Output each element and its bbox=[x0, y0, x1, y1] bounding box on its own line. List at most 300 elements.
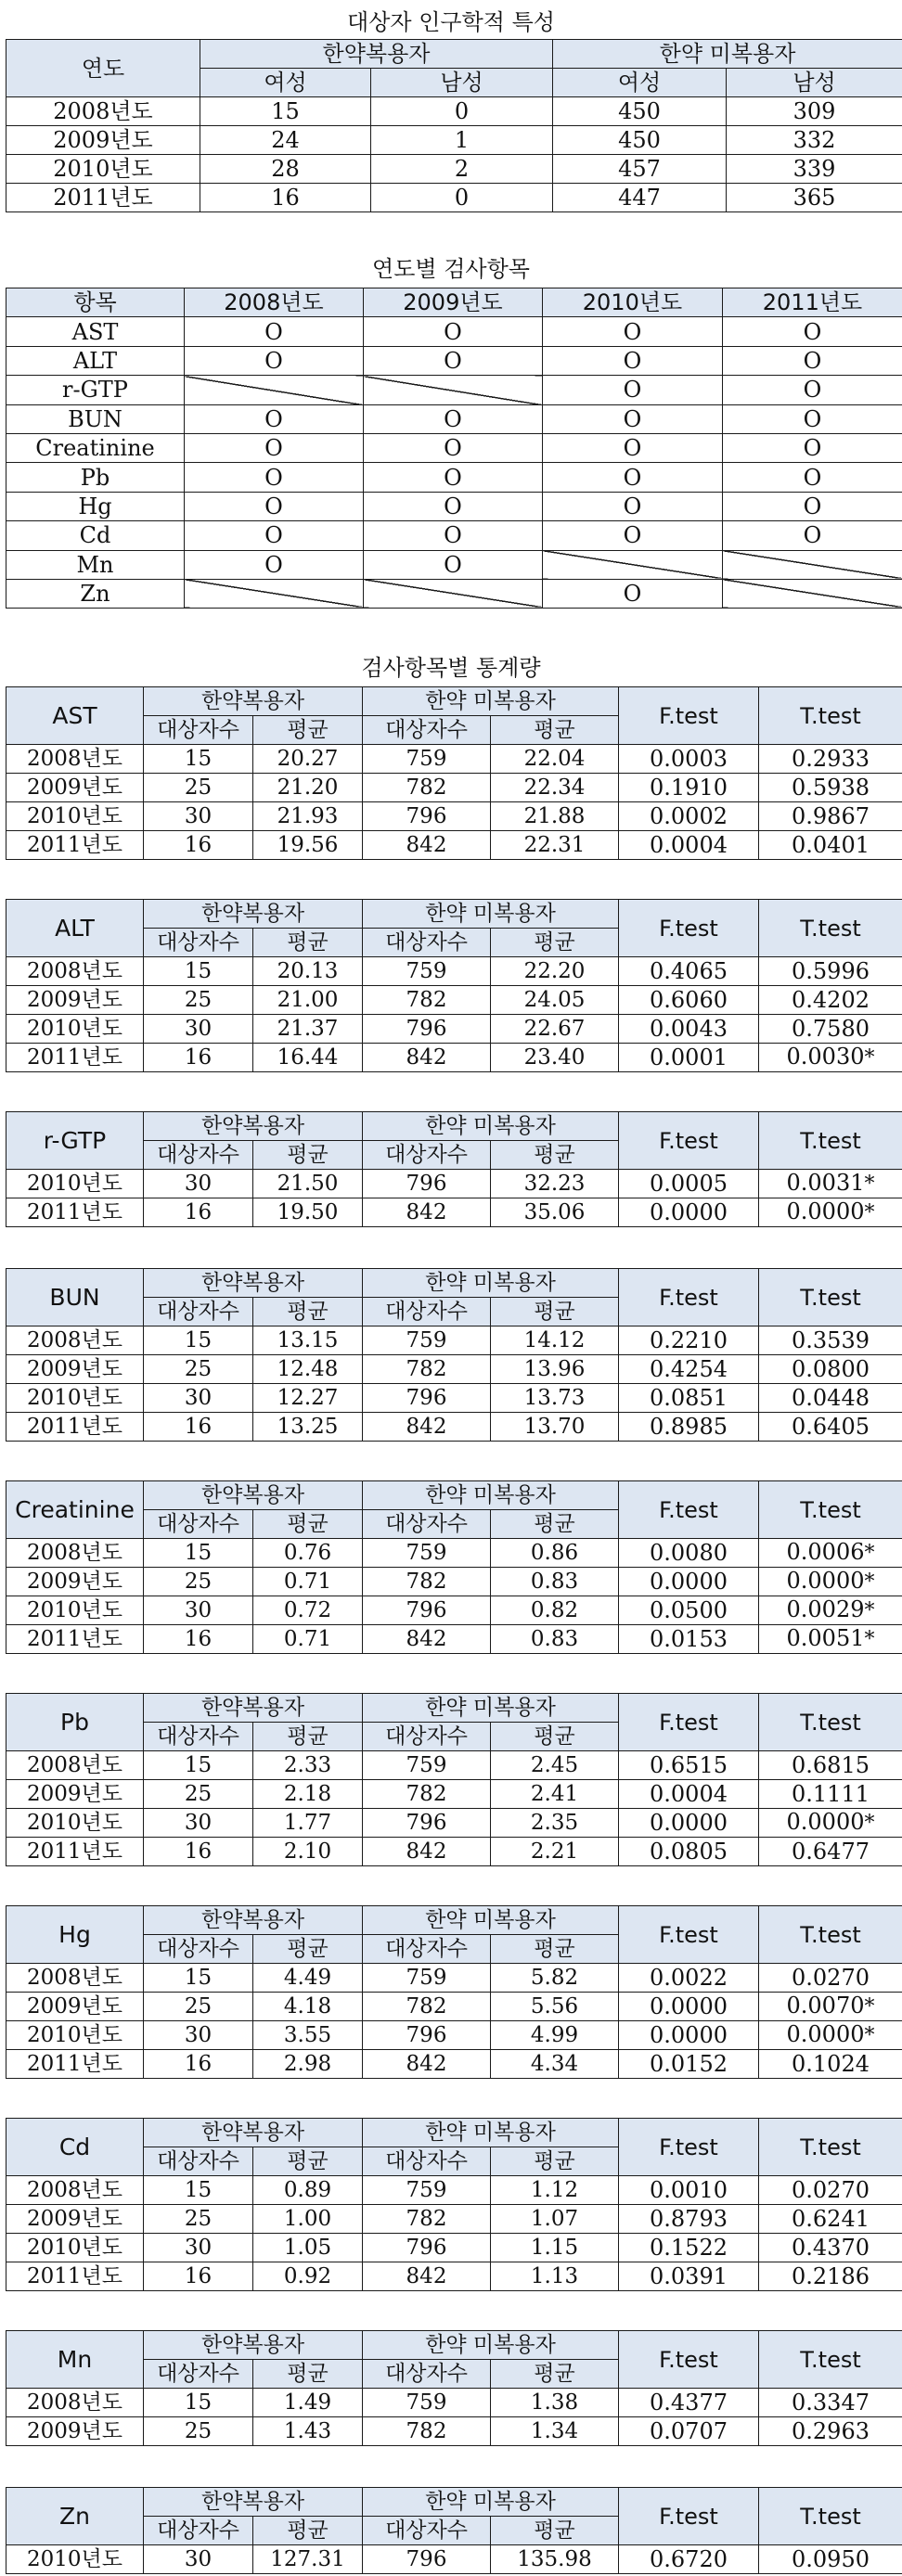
tested-mark-cell: O bbox=[723, 346, 902, 375]
nonusers-mean-cell: 13.73 bbox=[491, 1384, 619, 1413]
users-mean-cell: 16.44 bbox=[253, 1044, 363, 1072]
users-count-cell: 15 bbox=[144, 1964, 253, 1993]
value-cell: 447 bbox=[553, 184, 727, 212]
year-cell: 2010년도 bbox=[6, 1015, 144, 1044]
stat-table-block bbox=[0, 2330, 902, 2446]
table-row bbox=[6, 1355, 902, 1384]
nonusers-mean-cell: 13.70 bbox=[491, 1413, 619, 1442]
ttest-header: T.test bbox=[759, 1112, 902, 1170]
users-count-cell: 30 bbox=[144, 1384, 253, 1413]
ttest-cell bbox=[759, 957, 902, 986]
significance-mark: * bbox=[864, 2024, 875, 2047]
users-male-header: 남성 bbox=[371, 69, 553, 97]
users-count-cell: 16 bbox=[144, 2050, 253, 2079]
nonusers-mean-cell: 0.83 bbox=[491, 1568, 619, 1596]
count-header: 대상자수 bbox=[144, 929, 253, 957]
nonusers-count-cell: 782 bbox=[363, 1568, 491, 1596]
year-cell: 2009년도 bbox=[6, 126, 200, 155]
ftest-header: F.test bbox=[619, 1112, 759, 1170]
users-mean-cell: 127.31 bbox=[253, 2545, 363, 2574]
table-row bbox=[6, 1198, 902, 1227]
mean-header: 평균 bbox=[491, 2360, 619, 2389]
ttest-value: 0.0000 bbox=[786, 1809, 865, 1835]
users-group-header: 한약복용자 bbox=[144, 1112, 363, 1141]
ttest-value: 0.6405 bbox=[792, 1414, 870, 1440]
users-mean-cell: 0.71 bbox=[253, 1625, 363, 1654]
nonusers-mean-cell: 23.40 bbox=[491, 1044, 619, 1072]
nonusers-mean-cell: 22.20 bbox=[491, 957, 619, 986]
stat-table-block bbox=[0, 1480, 902, 1654]
table-row bbox=[6, 802, 902, 831]
count-header: 대상자수 bbox=[363, 1141, 491, 1170]
users-mean-cell: 19.50 bbox=[253, 1198, 363, 1227]
table-row bbox=[6, 346, 902, 375]
year-cell: 2009년도 bbox=[6, 774, 144, 802]
ftest-cell: 0.0005 bbox=[619, 1170, 759, 1198]
table-row bbox=[6, 317, 902, 346]
users-count-cell: 25 bbox=[144, 774, 253, 802]
ttest-cell bbox=[759, 1413, 902, 1442]
users-count-cell: 16 bbox=[144, 2262, 253, 2291]
users-count-cell: 16 bbox=[144, 1838, 253, 1866]
table-row bbox=[6, 550, 902, 579]
ttest-value: 0.0070 bbox=[786, 1993, 865, 2019]
count-header: 대상자수 bbox=[144, 716, 253, 745]
ttest-value: 0.4202 bbox=[792, 987, 870, 1013]
ttest-value: 0.0270 bbox=[792, 1965, 870, 1991]
table-row bbox=[6, 1539, 902, 1568]
test-items-title: 연도별 검사항목 bbox=[372, 256, 530, 282]
table-row bbox=[6, 1625, 902, 1654]
users-count-cell: 25 bbox=[144, 1355, 253, 1384]
users-count-cell: 25 bbox=[144, 1568, 253, 1596]
tested-mark-cell: O bbox=[543, 492, 723, 520]
table-row bbox=[6, 1596, 902, 1625]
ftest-cell: 0.4254 bbox=[619, 1355, 759, 1384]
ftest-cell: 0.0004 bbox=[619, 1780, 759, 1809]
mean-header: 평균 bbox=[491, 2147, 619, 2176]
ttest-value: 0.0000 bbox=[786, 1568, 865, 1594]
stat-table-block bbox=[0, 1268, 902, 1442]
nonusers-mean-cell: 1.13 bbox=[491, 2262, 619, 2291]
nonusers-group-header: 한약 미복용자 bbox=[553, 40, 902, 69]
demographics-title: 대상자 인구학적 특성 bbox=[347, 9, 555, 35]
ttest-cell bbox=[759, 1198, 902, 1227]
nonusers-female-header: 여성 bbox=[553, 69, 727, 97]
ttest-header: T.test bbox=[759, 1269, 902, 1326]
mean-header: 평균 bbox=[253, 1298, 363, 1326]
nonusers-count-cell: 796 bbox=[363, 802, 491, 831]
ttest-cell bbox=[759, 2234, 902, 2262]
nonusers-mean-cell: 0.83 bbox=[491, 1625, 619, 1654]
value-cell: 28 bbox=[200, 155, 371, 184]
nonusers-count-cell: 842 bbox=[363, 2262, 491, 2291]
demographics-table bbox=[6, 39, 902, 212]
stat-table-block bbox=[0, 1693, 902, 1866]
significance-mark: * bbox=[864, 1173, 875, 1196]
tested-mark-cell: O bbox=[543, 433, 723, 462]
users-mean-cell: 0.89 bbox=[253, 2176, 363, 2205]
nonusers-mean-cell: 22.31 bbox=[491, 831, 619, 860]
ttest-header: T.test bbox=[759, 2488, 902, 2545]
ttest-cell bbox=[759, 1751, 902, 1780]
nonusers-mean-cell: 1.38 bbox=[491, 2389, 619, 2417]
ftest-cell: 0.0010 bbox=[619, 2176, 759, 2205]
nonusers-count-cell: 796 bbox=[363, 1596, 491, 1625]
users-count-cell: 16 bbox=[144, 1625, 253, 1654]
ttest-cell bbox=[759, 1355, 902, 1384]
stats-title: 검사항목별 통계량 bbox=[361, 655, 541, 681]
users-mean-cell: 21.50 bbox=[253, 1170, 363, 1198]
year-cell: 2008년도 bbox=[6, 1964, 144, 1993]
ttest-cell bbox=[759, 1780, 902, 1809]
users-mean-cell: 19.56 bbox=[253, 831, 363, 860]
significance-mark: * bbox=[864, 1812, 875, 1835]
ftest-cell: 0.0500 bbox=[619, 1596, 759, 1625]
not-tested-cell bbox=[364, 376, 543, 404]
ftest-header: F.test bbox=[619, 2119, 759, 2176]
ftest-cell: 0.4065 bbox=[619, 957, 759, 986]
users-count-cell: 25 bbox=[144, 2205, 253, 2234]
table-row bbox=[6, 2417, 902, 2446]
value-cell: 24 bbox=[200, 126, 371, 155]
stat-item-name: Hg bbox=[6, 1906, 144, 1964]
nonusers-count-cell: 782 bbox=[363, 1355, 491, 1384]
nonusers-count-cell: 759 bbox=[363, 1751, 491, 1780]
ttest-cell bbox=[759, 1170, 902, 1198]
users-mean-cell: 12.48 bbox=[253, 1355, 363, 1384]
significance-mark: * bbox=[864, 1599, 875, 1622]
year-cell: 2011년도 bbox=[6, 1198, 144, 1227]
ftest-header: F.test bbox=[619, 687, 759, 745]
stat-item-name: r-GTP bbox=[6, 1112, 144, 1170]
year-cell: 2010년도 bbox=[6, 2021, 144, 2050]
table-row bbox=[6, 1384, 902, 1413]
ftest-cell: 0.2210 bbox=[619, 1326, 759, 1355]
year-header: 연도 bbox=[6, 40, 200, 97]
mean-header: 평균 bbox=[491, 716, 619, 745]
users-mean-cell: 0.76 bbox=[253, 1539, 363, 1568]
users-count-cell: 15 bbox=[144, 745, 253, 774]
count-header: 대상자수 bbox=[363, 2147, 491, 2176]
ttest-value: 0.1024 bbox=[792, 2051, 870, 2077]
nonusers-group-header: 한약 미복용자 bbox=[363, 900, 619, 929]
value-cell: 450 bbox=[553, 97, 727, 126]
users-mean-cell: 0.92 bbox=[253, 2262, 363, 2291]
mean-header: 평균 bbox=[491, 1723, 619, 1751]
tested-mark-cell: O bbox=[185, 521, 364, 550]
users-group-header: 한약복용자 bbox=[144, 2119, 363, 2147]
table-row bbox=[6, 463, 902, 492]
table-row bbox=[6, 1809, 902, 1838]
nonusers-mean-cell: 22.34 bbox=[491, 774, 619, 802]
value-cell: 0 bbox=[371, 184, 553, 212]
ttest-value: 0.0030 bbox=[786, 1044, 865, 1070]
nonusers-count-cell: 759 bbox=[363, 1964, 491, 1993]
users-mean-cell: 1.77 bbox=[253, 1809, 363, 1838]
users-group-header: 한약복용자 bbox=[144, 1481, 363, 1510]
year-cell: 2009년도 bbox=[6, 1780, 144, 1809]
ttest-cell bbox=[759, 1568, 902, 1596]
nonusers-group-header: 한약 미복용자 bbox=[363, 687, 619, 716]
ftest-cell: 0.8793 bbox=[619, 2205, 759, 2234]
nonusers-male-header: 남성 bbox=[727, 69, 902, 97]
nonusers-mean-cell: 5.56 bbox=[491, 1993, 619, 2021]
ttest-cell bbox=[759, 1539, 902, 1568]
users-count-cell: 25 bbox=[144, 986, 253, 1015]
stat-item-name: Creatinine bbox=[6, 1481, 144, 1539]
table-row bbox=[6, 1015, 902, 1044]
nonusers-count-cell: 842 bbox=[363, 1198, 491, 1227]
stat-item-name: ALT bbox=[6, 900, 144, 957]
mean-header: 평균 bbox=[491, 1935, 619, 1964]
ftest-cell: 0.6515 bbox=[619, 1751, 759, 1780]
mean-header: 평균 bbox=[253, 1723, 363, 1751]
table-row bbox=[6, 2205, 902, 2234]
mean-header: 평균 bbox=[491, 1298, 619, 1326]
stat-table-bun bbox=[6, 1268, 902, 1442]
value-cell: 450 bbox=[553, 126, 727, 155]
users-count-cell: 30 bbox=[144, 2021, 253, 2050]
ftest-cell: 0.0000 bbox=[619, 1568, 759, 1596]
ftest-header: F.test bbox=[619, 1269, 759, 1326]
item-name-cell: Cd bbox=[6, 521, 185, 550]
users-count-cell: 30 bbox=[144, 1015, 253, 1044]
ftest-cell: 0.0153 bbox=[619, 1625, 759, 1654]
ttest-cell bbox=[759, 831, 902, 860]
nonusers-count-cell: 782 bbox=[363, 2205, 491, 2234]
users-count-cell: 30 bbox=[144, 802, 253, 831]
tested-mark-cell: O bbox=[543, 463, 723, 492]
table-row bbox=[6, 2262, 902, 2291]
ftest-cell: 0.4377 bbox=[619, 2389, 759, 2417]
ftest-cell: 0.6060 bbox=[619, 986, 759, 1015]
tested-mark-cell: O bbox=[364, 317, 543, 346]
ttest-header: T.test bbox=[759, 900, 902, 957]
year-cell: 2009년도 bbox=[6, 986, 144, 1015]
users-count-cell: 30 bbox=[144, 1170, 253, 1198]
table-row bbox=[6, 2545, 902, 2574]
mean-header: 평균 bbox=[491, 2517, 619, 2545]
tested-mark-cell: O bbox=[543, 376, 723, 404]
ttest-cell bbox=[759, 1964, 902, 1993]
nonusers-count-cell: 796 bbox=[363, 1384, 491, 1413]
users-count-cell: 16 bbox=[144, 1198, 253, 1227]
ttest-value: 0.7580 bbox=[792, 1016, 870, 1042]
item-name-cell: Mn bbox=[6, 550, 185, 579]
ftest-cell: 0.0022 bbox=[619, 1964, 759, 1993]
year-cell: 2011년도 bbox=[6, 2050, 144, 2079]
year-cell: 2010년도 bbox=[6, 1596, 144, 1625]
nonusers-count-cell: 782 bbox=[363, 986, 491, 1015]
year-cell: 2011년도 bbox=[6, 831, 144, 860]
ttest-value: 0.6477 bbox=[792, 1839, 870, 1865]
table-row bbox=[6, 2176, 902, 2205]
year-cell: 2008년도 bbox=[6, 1326, 144, 1355]
year-header: 2010년도 bbox=[543, 288, 723, 317]
tested-mark-cell: O bbox=[364, 521, 543, 550]
nonusers-group-header: 한약 미복용자 bbox=[363, 1481, 619, 1510]
nonusers-count-cell: 796 bbox=[363, 2234, 491, 2262]
ttest-value: 0.0401 bbox=[792, 832, 870, 858]
nonusers-group-header: 한약 미복용자 bbox=[363, 1694, 619, 1723]
nonusers-group-header: 한약 미복용자 bbox=[363, 1269, 619, 1298]
nonusers-count-cell: 796 bbox=[363, 1170, 491, 1198]
nonusers-group-header: 한약 미복용자 bbox=[363, 1906, 619, 1935]
users-mean-cell: 13.15 bbox=[253, 1326, 363, 1355]
ttest-cell bbox=[759, 1838, 902, 1866]
nonusers-mean-cell: 5.82 bbox=[491, 1964, 619, 1993]
mean-header: 평균 bbox=[253, 929, 363, 957]
users-mean-cell: 1.49 bbox=[253, 2389, 363, 2417]
stat-item-name: Zn bbox=[6, 2488, 144, 2545]
tested-mark-cell: O bbox=[185, 317, 364, 346]
ttest-value: 0.9867 bbox=[792, 803, 870, 829]
ttest-header: T.test bbox=[759, 2331, 902, 2389]
stat-item-name: BUN bbox=[6, 1269, 144, 1326]
table-row bbox=[6, 1568, 902, 1596]
ftest-cell: 0.0000 bbox=[619, 1809, 759, 1838]
nonusers-group-header: 한약 미복용자 bbox=[363, 2331, 619, 2360]
year-cell: 2008년도 bbox=[6, 745, 144, 774]
ttest-value: 0.6815 bbox=[792, 1752, 870, 1778]
count-header: 대상자수 bbox=[363, 1723, 491, 1751]
table-row bbox=[6, 1993, 902, 2021]
ttest-header: T.test bbox=[759, 2119, 902, 2176]
ftest-cell: 0.0391 bbox=[619, 2262, 759, 2291]
stat-table-block bbox=[0, 2487, 902, 2574]
nonusers-mean-cell: 32.23 bbox=[491, 1170, 619, 1198]
nonusers-count-cell: 759 bbox=[363, 1326, 491, 1355]
users-mean-cell: 21.93 bbox=[253, 802, 363, 831]
significance-mark: * bbox=[864, 1628, 875, 1651]
ttest-value: 0.4370 bbox=[792, 2235, 870, 2261]
stat-table-zn bbox=[6, 2487, 902, 2574]
not-tested-cell bbox=[723, 579, 902, 608]
table-row bbox=[6, 376, 902, 404]
table-row bbox=[6, 1170, 902, 1198]
year-cell: 2008년도 bbox=[6, 1539, 144, 1568]
table-row bbox=[6, 2389, 902, 2417]
stat-table-cd bbox=[6, 2118, 902, 2291]
nonusers-count-cell: 842 bbox=[363, 2050, 491, 2079]
mean-header: 평균 bbox=[253, 2360, 363, 2389]
value-cell: 2 bbox=[371, 155, 553, 184]
not-tested-cell bbox=[723, 550, 902, 579]
nonusers-count-cell: 759 bbox=[363, 2389, 491, 2417]
users-mean-cell: 21.00 bbox=[253, 986, 363, 1015]
ttest-cell bbox=[759, 802, 902, 831]
stat-table-ast bbox=[6, 686, 902, 860]
users-mean-cell: 2.33 bbox=[253, 1751, 363, 1780]
year-cell: 2009년도 bbox=[6, 2205, 144, 2234]
nonusers-count-cell: 796 bbox=[363, 1015, 491, 1044]
count-header: 대상자수 bbox=[363, 1510, 491, 1539]
users-mean-cell: 4.49 bbox=[253, 1964, 363, 1993]
ttest-cell bbox=[759, 986, 902, 1015]
ftest-cell: 0.0805 bbox=[619, 1838, 759, 1866]
ftest-cell: 0.0152 bbox=[619, 2050, 759, 2079]
users-group-header: 한약복용자 bbox=[144, 1906, 363, 1935]
users-mean-cell: 2.98 bbox=[253, 2050, 363, 2079]
year-header: 2011년도 bbox=[723, 288, 902, 317]
ftest-header: F.test bbox=[619, 1481, 759, 1539]
users-count-cell: 15 bbox=[144, 1326, 253, 1355]
users-group-header: 한약복용자 bbox=[144, 900, 363, 929]
nonusers-mean-cell: 1.07 bbox=[491, 2205, 619, 2234]
year-cell: 2010년도 bbox=[6, 1384, 144, 1413]
nonusers-count-cell: 796 bbox=[363, 2545, 491, 2574]
mean-header: 평균 bbox=[253, 1935, 363, 1964]
ttest-cell bbox=[759, 1044, 902, 1072]
users-count-cell: 15 bbox=[144, 2389, 253, 2417]
users-count-cell: 15 bbox=[144, 957, 253, 986]
users-count-cell: 16 bbox=[144, 831, 253, 860]
users-mean-cell: 4.18 bbox=[253, 1993, 363, 2021]
table-row bbox=[6, 521, 902, 550]
stat-table-creatinine bbox=[6, 1480, 902, 1654]
tested-mark-cell: O bbox=[185, 346, 364, 375]
table-row bbox=[6, 184, 902, 212]
table-row bbox=[6, 831, 902, 860]
nonusers-group-header: 한약 미복용자 bbox=[363, 2119, 619, 2147]
tested-mark-cell: O bbox=[543, 346, 723, 375]
ttest-value: 0.0000 bbox=[786, 2021, 865, 2047]
nonusers-count-cell: 759 bbox=[363, 1539, 491, 1568]
mean-header: 평균 bbox=[491, 1510, 619, 1539]
tested-mark-cell: O bbox=[543, 317, 723, 346]
table-row bbox=[6, 404, 902, 433]
not-tested-cell bbox=[543, 550, 723, 579]
count-header: 대상자수 bbox=[144, 2360, 253, 2389]
nonusers-mean-cell: 21.88 bbox=[491, 802, 619, 831]
ttest-cell bbox=[759, 774, 902, 802]
count-header: 대상자수 bbox=[363, 2360, 491, 2389]
ftest-cell: 0.0002 bbox=[619, 802, 759, 831]
stat-table-alt bbox=[6, 899, 902, 1072]
users-group-header: 한약복용자 bbox=[144, 2488, 363, 2517]
year-cell: 2009년도 bbox=[6, 1993, 144, 2021]
table-row bbox=[6, 1044, 902, 1072]
users-count-cell: 16 bbox=[144, 1413, 253, 1442]
tested-mark-cell: O bbox=[364, 433, 543, 462]
nonusers-count-cell: 842 bbox=[363, 1838, 491, 1866]
value-cell: 0 bbox=[371, 97, 553, 126]
count-header: 대상자수 bbox=[363, 716, 491, 745]
users-count-cell: 15 bbox=[144, 2176, 253, 2205]
item-name-cell: Creatinine bbox=[6, 433, 185, 462]
table-row bbox=[6, 1751, 902, 1780]
year-cell: 2010년도 bbox=[6, 802, 144, 831]
nonusers-mean-cell: 2.35 bbox=[491, 1809, 619, 1838]
count-header: 대상자수 bbox=[363, 2517, 491, 2545]
ftest-cell: 0.0004 bbox=[619, 831, 759, 860]
nonusers-mean-cell: 35.06 bbox=[491, 1198, 619, 1227]
year-cell: 2008년도 bbox=[6, 1751, 144, 1780]
table-row bbox=[6, 745, 902, 774]
tested-mark-cell: O bbox=[723, 404, 902, 433]
item-name-cell: ALT bbox=[6, 346, 185, 375]
tested-mark-cell: O bbox=[185, 550, 364, 579]
users-count-cell: 15 bbox=[144, 1539, 253, 1568]
ttest-value: 0.5996 bbox=[792, 958, 870, 984]
mean-header: 평균 bbox=[253, 1141, 363, 1170]
users-count-cell: 25 bbox=[144, 2417, 253, 2446]
year-cell: 2009년도 bbox=[6, 2417, 144, 2446]
count-header: 대상자수 bbox=[363, 1935, 491, 1964]
users-count-cell: 30 bbox=[144, 1596, 253, 1625]
tested-mark-cell: O bbox=[723, 492, 902, 520]
